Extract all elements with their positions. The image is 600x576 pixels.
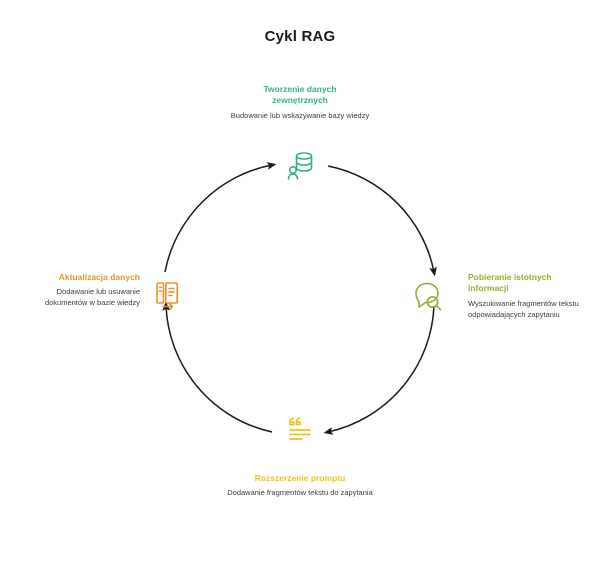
node-rozszerzenie-promptu[interactable] [277, 406, 323, 452]
label-description: Wyszukiwanie fragmentów tekstu odpowiadających zapytaniu [468, 298, 579, 319]
label-title-line1: Aktualizacja danych [58, 272, 140, 282]
label-tworzenie-danych-zewnetrznych [225, 84, 375, 122]
label-description: Dodawanie fragmentów tekstu do zapytania [227, 488, 373, 498]
label-title-line1: Tworzenie danych [263, 84, 337, 94]
arc-left-to-top [165, 165, 272, 272]
label-rozszerzenie-promptu [225, 473, 375, 499]
database-user-icon [280, 145, 320, 185]
label-title-line2: informacji [468, 283, 509, 294]
page-title: Cykl RAG [264, 28, 336, 45]
label-description: Dodawanie lub usuwanie dokumentów w bazie wiedzy [44, 287, 140, 308]
label-aktualizacja-danych [22, 272, 140, 309]
label-title-line1: Pobieranie istotnych [468, 272, 552, 282]
chat-search-icon [408, 275, 448, 315]
label-title-line1: Rozszerzenie promptu [254, 473, 346, 483]
label-pobieranie-istotnych-informacji [468, 272, 586, 321]
label-title-line2: zewnętrznych [272, 95, 328, 106]
quote-lines-icon [280, 409, 320, 449]
arc-top-to-right [328, 166, 434, 272]
node-pobieranie-istotnych-informacji[interactable] [405, 272, 451, 318]
document-update-icon [149, 275, 189, 315]
arc-right-to-bottom [328, 306, 434, 432]
node-tworzenie-danych-zewnetrznych[interactable] [277, 142, 323, 188]
label-description: Budowanie lub wskazywanie bazy wiedzy [230, 110, 370, 120]
node-aktualizacja-danych[interactable] [146, 272, 192, 318]
arc-bottom-to-left [166, 306, 272, 432]
